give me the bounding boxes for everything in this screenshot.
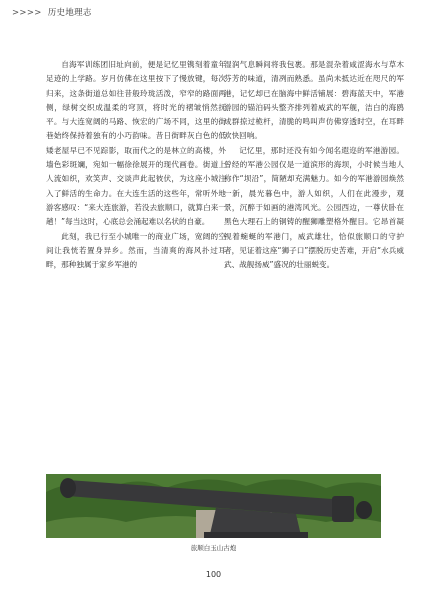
cannon-illustration xyxy=(46,474,381,538)
paragraph: 自海军训练团旧址向前，便是记忆里镌刻着童年足迹的上学路。岁月仿佛在这里按下了慢放键，每次归来，这条街道总如往昔般玲珑活泼，窄窄的路面两侧，绿树交织成温柔的穹顶，将时光的褶皱悄然抚平。与大连宽阔的马路、恢宏的广场不同，这里的街巷始终保持着独有的小巧韵味。昔日街畔灰白色的低矮老屋早已不见踪影，取而代之的是林立的高楼，外墙色彩斑斓，宛如一幅徐徐展开的现代画卷。街道上人流如织，欢笑声、交谈声此起彼伏，为这座小城注入了鲜活的生命力。在大连生活的这些年，常听外地游客感叹：“来大连旅游，若没去旅顺口，就算白来一趟！”每当这时，心底总会涌起难以名状的自豪。 xyxy=(46,60,226,227)
paragraph: 湿润气息瞬间将我包裹。那是混杂着咸涩海水与草木芬芳的味道，清冽而熟悉。虽尚未抵达近在咫尺的军港，记忆却已在脑海中鲜活铺展：碧海蓝天中，军港游园的锚泊码头整齐排列着威武的军舰，洁白的海鸥成群掠过桅杆，清脆的鸣叫声仿佛穿透时空，在耳畔欢快回响。 xyxy=(224,60,404,141)
photo-caption: 旅顺白玉山古炮 xyxy=(190,544,237,552)
page-number: 100 xyxy=(205,570,222,579)
header-section-title: 历史地理志 xyxy=(47,8,92,18)
paragraph: 记忆里，那时还没有如今闻名遐迩的军港游园。曾经的军港公园仅是一道滨形的海坝，小时候当地人称作“坝沿”，简陋却充满魅力。如今的军港游园焕然一新，晨光暮色中，游人如织，人们在此漫步，观景，沉醉于如画的港湾风光。公园西边，一尊伏卧在黑色大理石上的铜铸的醒狮雕塑格外醒目。它昂首凝视着蜿蜒的军港门，威武雄壮，恰似旅顺口的守护者，见证着这座“狮子口”摆脱历史苦难，开启“水兵威武、战舰扬威”盛况的壮丽蜕变。 xyxy=(224,145,404,270)
left-text-column xyxy=(46,58,226,272)
page-header xyxy=(12,6,92,18)
header-marks: >>>> xyxy=(12,8,42,18)
right-text-column xyxy=(224,58,404,272)
paragraph: 此刻，我已行至小城唯一的商业广场，宽阔的空间让我恍若置身异乡。然而，当清爽的海风扑过耳畔，那种独属于家乡军港的 xyxy=(46,231,226,270)
cannon-photo xyxy=(46,474,381,538)
